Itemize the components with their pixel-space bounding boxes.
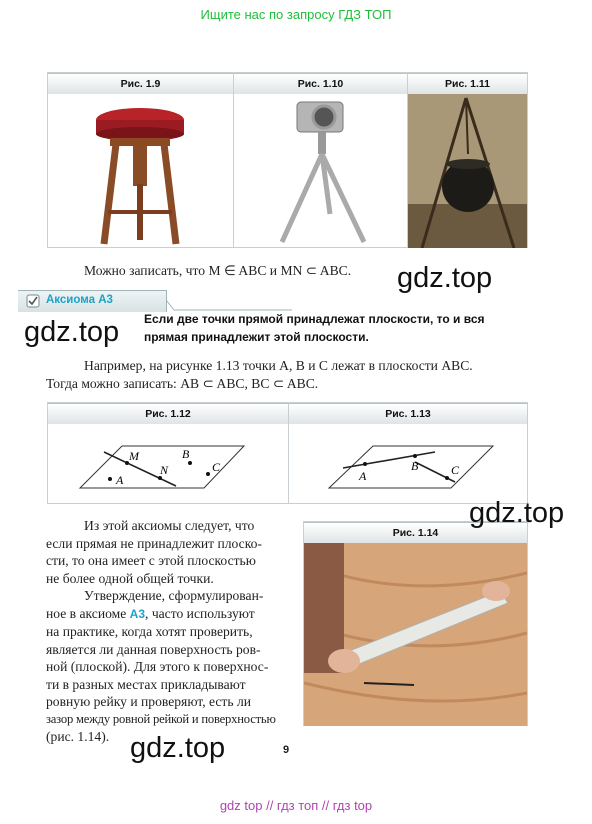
axiom-link[interactable]: А3: [129, 606, 146, 621]
paragraph-3: [46, 517, 286, 587]
paragraph-1: Можно записать, что M ∈ ABC и MN ⊂ ABC.: [84, 263, 352, 278]
paragraph-4-line: ной (плоской). Для этого к поверхнос-: [46, 659, 269, 674]
watermark: gdz.top: [397, 262, 493, 294]
point-label: N: [160, 463, 169, 477]
cauldron-image: [408, 94, 527, 248]
footer-links[interactable]: gdz top // гдз топ // гдз top: [219, 798, 373, 813]
figure-1-13: [288, 402, 528, 504]
axiom-tab: [18, 290, 167, 312]
watermark: gdz.top: [24, 316, 120, 348]
ruler-surface-image: [304, 543, 527, 726]
axiom-text: Если две точки прямой принадлежат плоскости, то и вся прямая принадлежит этой плоскости.: [144, 312, 485, 344]
paragraph-4-line: Утверждение, сформулирован-: [84, 588, 264, 603]
paragraph-4-line: является ли данная поверхность ров-: [46, 641, 261, 657]
figure-1-12: [47, 402, 289, 504]
paragraph-3-line: не более одной общей точки.: [46, 570, 214, 586]
figure-label: Рис. 1.11: [408, 73, 527, 94]
paragraph-4-line: (рис. 1.14).: [46, 729, 110, 744]
axiom-title: Аксиома А3: [46, 294, 113, 306]
paragraph-4-line: ное в аксиоме А3, часто используют: [46, 605, 255, 621]
point-label: B: [411, 459, 419, 473]
piano-stool-image: [48, 94, 233, 248]
paragraph-4-line: ти в разных местах прикладывают: [46, 676, 246, 692]
paragraph-4: [46, 587, 286, 746]
paragraph-3-line: если прямая не принадлежит плоско-: [46, 535, 262, 551]
point-label: C: [212, 460, 221, 474]
figure-label: Рис. 1.9: [48, 73, 233, 94]
paragraph-4-line: зазор между ровной рейкой и поверхностью: [46, 711, 276, 726]
figure-1-11: [407, 72, 528, 248]
paragraph-4-line: на практике, когда хотят проверить,: [46, 624, 253, 639]
plane-diagram-1-12: [48, 424, 288, 504]
check-icon: [26, 294, 40, 308]
watermark: gdz.top: [469, 497, 565, 529]
point-label: M: [129, 449, 139, 463]
figure-1-10: [233, 72, 408, 248]
figure-1-9: [47, 72, 234, 248]
paragraph-2-line1: Например, на рисунке 1.13 точки A, B и C лежат в плоскости ABC.: [84, 358, 473, 373]
top-banner[interactable]: Ищите нас по запросу ГДЗ ТОП: [200, 7, 392, 22]
figure-label: Рис. 1.14: [304, 522, 527, 543]
point-label: A: [359, 469, 367, 483]
plane-diagram-1-13: [289, 424, 527, 504]
figure-label: Рис. 1.13: [289, 403, 527, 424]
figure-1-14: [303, 521, 528, 726]
page-number: 9: [283, 744, 290, 756]
point-label: B: [182, 447, 190, 461]
paragraph-2-line2: Тогда можно записать: AB ⊂ ABC, BC ⊂ ABC.: [46, 375, 319, 391]
figure-label: Рис. 1.10: [234, 73, 407, 94]
paragraph-4-line: ровную рейку и проверяют, есть ли: [46, 694, 252, 709]
paragraph-3-line: сти, то она имеет с этой плоскостью: [46, 553, 256, 568]
camera-tripod-image: [234, 94, 407, 248]
paragraph-2: [46, 357, 530, 392]
point-label: C: [451, 463, 460, 477]
paragraph-3-line: Из этой аксиомы следует, что: [84, 518, 255, 533]
figure-label: Рис. 1.12: [48, 403, 288, 424]
point-label: A: [116, 473, 124, 487]
watermark: gdz.top: [130, 732, 226, 764]
